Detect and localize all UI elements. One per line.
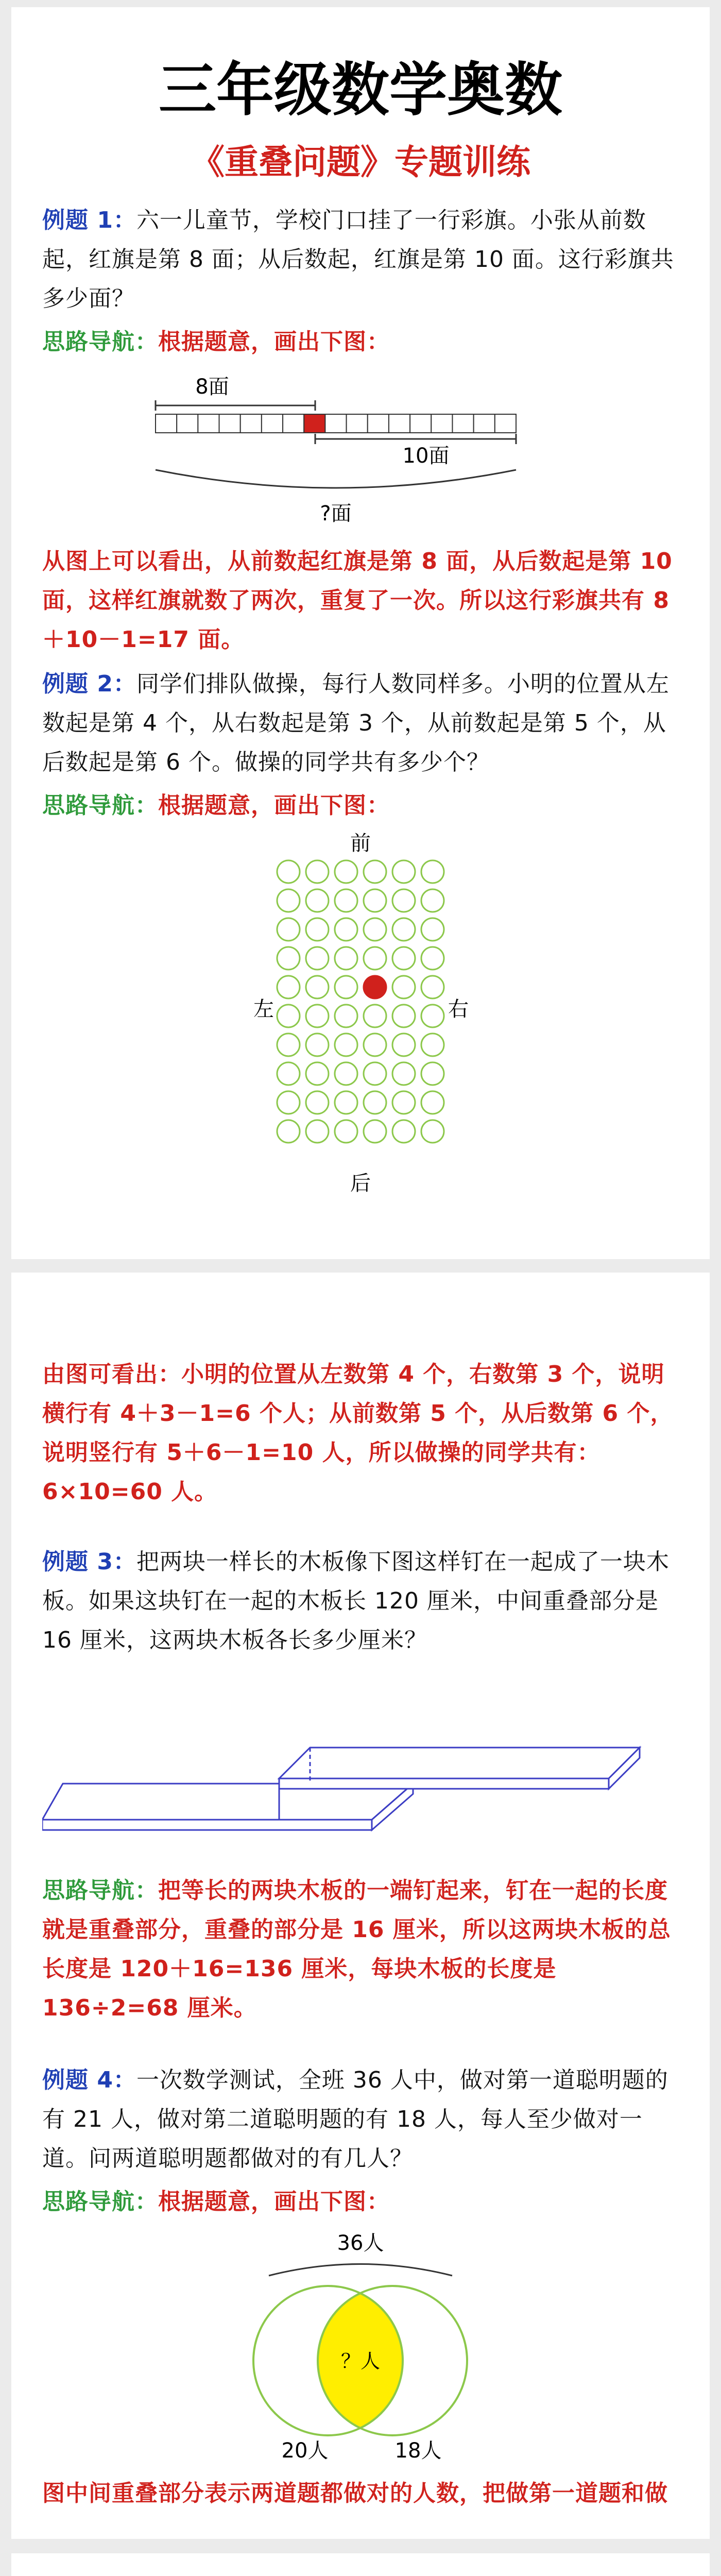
student-circle	[364, 1062, 386, 1085]
flag	[262, 414, 283, 433]
red-flag	[304, 414, 325, 433]
student-circle	[306, 1033, 329, 1056]
document-title: 三年级数学奥数	[159, 56, 562, 124]
example-2-label: 例题 2：	[42, 671, 136, 697]
student-circle	[277, 860, 300, 883]
second-question-label: 18人	[394, 2439, 442, 2463]
first-question-label: 20人	[281, 2439, 329, 2463]
flag	[219, 414, 241, 433]
student-circle	[421, 1091, 444, 1114]
example-2-answer: 由图可看出：小明的位置从左数第 4 个，右数第 3 个，说明横行有 4＋3－1=6 个人；从前数第 5 个，从后数第 6 个，说明竖行有 5＋6－1=10 人，所以做操的同学共有：6×10=60 人。	[42, 1361, 674, 1505]
front-label: 前	[350, 832, 371, 855]
student-circle	[306, 860, 329, 883]
student-circle	[306, 918, 329, 941]
student-circle	[421, 976, 444, 998]
student-circle	[335, 1033, 357, 1056]
example-3-label: 例题 3：	[42, 1549, 136, 1575]
flag	[474, 414, 495, 433]
overlap-unknown-label: ？人	[340, 2350, 381, 2372]
student-circle	[277, 1062, 300, 1085]
student-circle	[335, 1005, 357, 1027]
flag	[389, 414, 410, 433]
student-circle	[421, 1062, 444, 1085]
right-label: 右	[448, 997, 469, 1021]
student-circle	[277, 1005, 300, 1027]
flag	[156, 414, 177, 433]
student-circle	[364, 889, 386, 912]
student-circle	[335, 918, 357, 941]
student-circle	[392, 918, 415, 941]
document-page-2	[11, 1273, 710, 2539]
student-circle	[364, 860, 386, 883]
student-circle	[421, 889, 444, 912]
student-circle	[306, 889, 329, 912]
student-circle	[364, 918, 386, 941]
example-4-answer-part-2	[42, 2553, 679, 2576]
student-circle	[335, 976, 357, 998]
formation-grid-figure	[42, 825, 679, 1201]
flag-total-label: ?面	[320, 502, 352, 526]
example-2-question: 例题 2：同学们排队做操，每行人数同样多。小明的位置从左数起是第 4 个，从右数起是第 3 个，从前数起是第 5 个，从后数起是第 6 个。做操的同学共有多少个？	[42, 671, 670, 775]
student-circle	[335, 947, 357, 970]
student-circle	[392, 976, 415, 998]
student-circle	[421, 918, 444, 941]
student-circle	[364, 947, 386, 970]
flag	[241, 414, 262, 433]
back-label: 后	[350, 1172, 371, 1195]
student-circle	[392, 889, 415, 912]
example-1-label: 例题 1：	[42, 207, 136, 233]
student-circle	[277, 976, 300, 998]
student-circle	[364, 1091, 386, 1114]
example-4-hint: 思路导航：根据题意，画出下图：	[42, 2189, 390, 2215]
student-circle	[306, 1005, 329, 1027]
student-circle	[277, 1120, 300, 1143]
flag-row-figure	[42, 367, 679, 532]
student-circle	[421, 1005, 444, 1027]
venn-diagram-test	[42, 2222, 679, 2464]
flag-back-count-label: 10面	[402, 444, 450, 468]
student-circle	[277, 1033, 300, 1056]
example-4-question: 例题 4：一次数学测试，全班 36 人中，做对第一道聪明题的有 21 人，做对第二道聪明题的有 18 人，每人至少做对一道。问两道聪明题都做对的有几人？	[42, 2067, 668, 2172]
flag	[495, 414, 516, 433]
student-circle	[335, 889, 357, 912]
student-circle	[421, 947, 444, 970]
example-3-question: 例题 3：把两块一样长的木板像下图这样钉在一起成了一块木板。如果这块钉在一起的木板长 120 厘米，中间重叠部分是 16 厘米，这两块木板各长多少厘米？	[42, 1549, 670, 1653]
student-circle	[335, 860, 357, 883]
student-circle	[335, 1120, 357, 1143]
student-circle	[421, 860, 444, 883]
document-page-3	[11, 2553, 710, 2576]
example-1-question: 例题 1：六一儿童节，学校门口挂了一行彩旗。小张从前数起，红旗是第 8 面；从后数起，红旗是第 10 面。这行彩旗共多少面？	[42, 207, 674, 312]
student-circle	[335, 1091, 357, 1114]
student-grid	[277, 860, 444, 1143]
flag-row	[156, 414, 516, 433]
student-circle	[306, 1091, 329, 1114]
wooden-boards-figure	[42, 1670, 679, 1856]
student-circle	[277, 889, 300, 912]
student-circle	[306, 947, 329, 970]
student-circle	[392, 1033, 415, 1056]
total-students-label: 36人	[337, 2231, 384, 2255]
student-circle	[364, 1033, 386, 1056]
student-circle	[364, 1005, 386, 1027]
flag	[431, 414, 452, 433]
flag	[283, 414, 304, 433]
flag	[368, 414, 389, 433]
flag	[177, 414, 198, 433]
student-circle	[392, 1005, 415, 1027]
flag	[452, 414, 473, 433]
xiaoming-position	[364, 976, 386, 998]
flag	[325, 414, 346, 433]
student-circle	[306, 1062, 329, 1085]
student-circle	[306, 976, 329, 998]
left-label: 左	[253, 997, 274, 1021]
flag-front-count-label: 8面	[195, 375, 229, 399]
example-4-answer-part-1: 图中间重叠部分表示两道题都做对的人数，把做第一道题和做	[42, 2480, 668, 2506]
student-circle	[277, 1091, 300, 1114]
student-circle	[277, 947, 300, 970]
student-circle	[392, 1062, 415, 1085]
example-3-hint: 思路导航：把等长的两块木板的一端钉起来，钉在一起的长度就是重叠部分，重叠的部分是 16 厘米，所以这两块木板的总长度是 120＋16=136 厘米，每块木板的长度是 136÷2=68 厘米。	[42, 1877, 671, 2021]
flag	[198, 414, 219, 433]
flag	[347, 414, 368, 433]
student-circle	[421, 1120, 444, 1143]
flag	[410, 414, 431, 433]
example-2-hint: 思路导航：根据题意，画出下图：	[42, 792, 390, 819]
student-circle	[277, 918, 300, 941]
student-circle	[392, 1120, 415, 1143]
student-circle	[364, 1120, 386, 1143]
student-circle	[392, 1091, 415, 1114]
student-circle	[306, 1120, 329, 1143]
document-page-1	[11, 7, 710, 1259]
student-circle	[392, 860, 415, 883]
example-1-answer: 从图上可以看出，从前数起红旗是第 8 面，从后数起是第 10 面，这样红旗就数了两次，重复了一次。所以这行彩旗共有 8＋10－1=17 面。	[42, 548, 673, 653]
student-circle	[392, 947, 415, 970]
document-subtitle: 《重叠问题》专题训练	[191, 142, 530, 182]
student-circle	[335, 1062, 357, 1085]
example-1-hint: 思路导航：根据题意，画出下图：	[42, 329, 390, 355]
example-4-label: 例题 4：	[42, 2067, 136, 2093]
student-circle	[421, 1033, 444, 1056]
